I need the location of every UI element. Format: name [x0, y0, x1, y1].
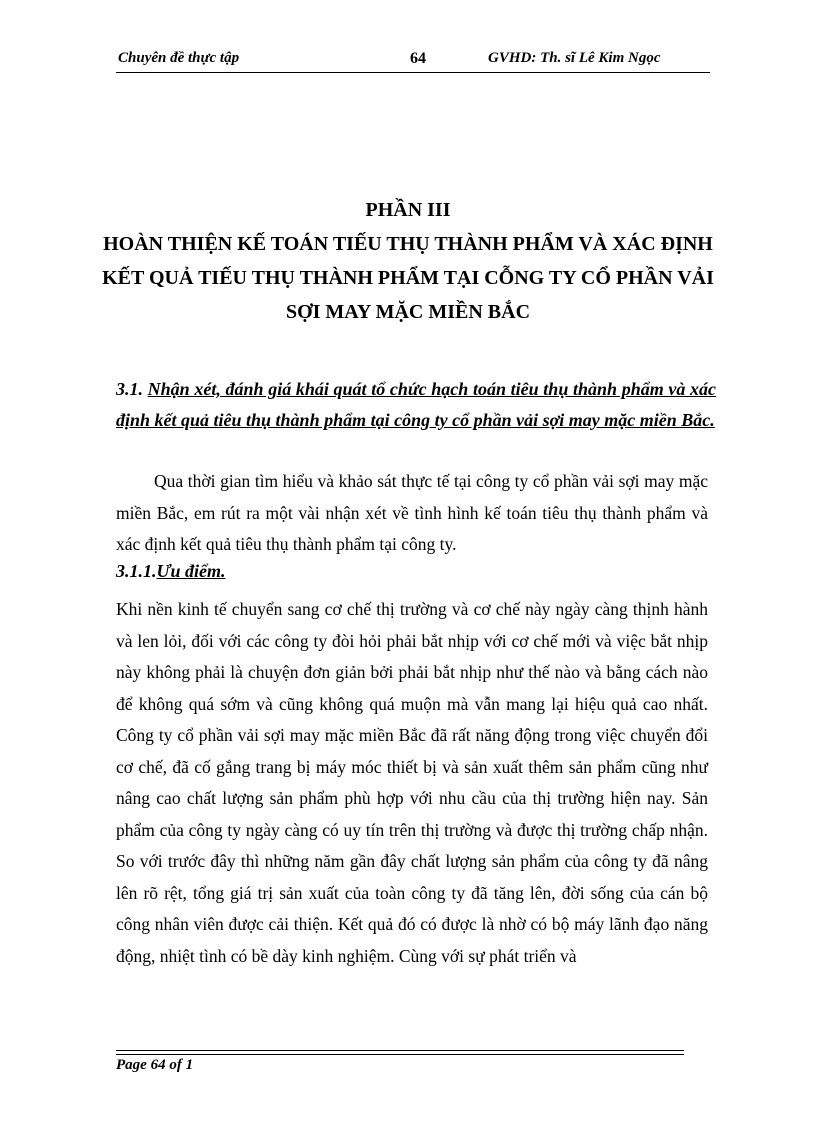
header-supervisor: GVHD: Th. sĩ Lê Kim Ngọc: [488, 50, 661, 66]
section-heading: [116, 374, 716, 436]
page-header: [116, 46, 710, 73]
subsection-title: Ưu điểm.: [156, 561, 226, 581]
header-document-type: Chuyên đề thực tập: [118, 50, 240, 66]
part-label: PHẦN III: [365, 199, 451, 221]
footer-page-label: Page 64 of 1: [116, 1057, 194, 1073]
part-title-block: [100, 193, 716, 329]
section-title: Nhận xét, đánh giá khái quát tổ chức hạch toán tiêu thụ thành phẩm và xác định kết quả tiêu thụ thành phẩm tại công ty cổ phần vải sợi may mặc miền Bắc.: [116, 379, 717, 430]
part-title: HOÀN THIỆN KẾ TOÁN TIẾU THỤ THÀNH PHẨM VÀ XÁC ĐỊNH KẾT QUẢ TIẾU THỤ THÀNH PHẨM TẠI CỖNG TY CỔ PHẦN VẢI SỢI MAY MẶC MIỀN BẮC: [102, 233, 714, 323]
section-number: 3.1.: [116, 379, 143, 399]
intro-paragraph: Qua thời gian tìm hiểu và khảo sát thực tế tại công ty cổ phần vải sợi may mặc miền Bắc, em rút ra một vài nhận xét về tình hình kế toán tiêu thụ thành phẩm và xác định kết quả tiêu thụ thành phẩm tại công ty.: [116, 471, 708, 554]
subsection-number: 3.1.1.: [116, 561, 157, 581]
header-page-number: 64: [410, 50, 426, 67]
body-paragraph: Khi nền kinh tế chuyển sang cơ chế thị trường và cơ chế này ngày càng thịnh hành và len lỏi, đối với các công ty đòi hỏi phải bắt nhịp với cơ chế mới và việc bắt nhịp này không phải là chuyện đơn giản bởi phải bắt nhịp như thế nào và bằng cách nào để không quá sớm và cũng không quá muộn mà vẫn mang lại hiệu quả cao nhất. Công ty cổ phần vải sợi may mặc miền Bắc đã rất năng động trong việc chuyển đổi cơ chế, đã cố gắng trang bị máy móc thiết bị và sản xuất thêm sản phẩm cũng như nâng cao chất lượng sản phẩm phù hợp với nhu cầu của thị trường hiện nay. Sản phẩm của công ty ngày càng có uy tín trên thị trường và được thị trường chấp nhận. So với trước đây thì những năm gần đây chất lượng sản phẩm của công ty đã nâng lên rõ rệt, tổng giá trị sản xuất của toàn công ty đã tăng lên, đời sống của cán bộ công nhân viên được cải thiện. Kết quả đó có được là nhờ có bộ máy lãnh đạo năng động, nhiệt tình có bề dày kinh nghiệm. Cùng với sự phát triển và: [116, 599, 708, 966]
footer-divider-top: [116, 1050, 684, 1051]
subsection-heading: [116, 561, 225, 582]
footer-divider-bottom: [116, 1054, 684, 1055]
